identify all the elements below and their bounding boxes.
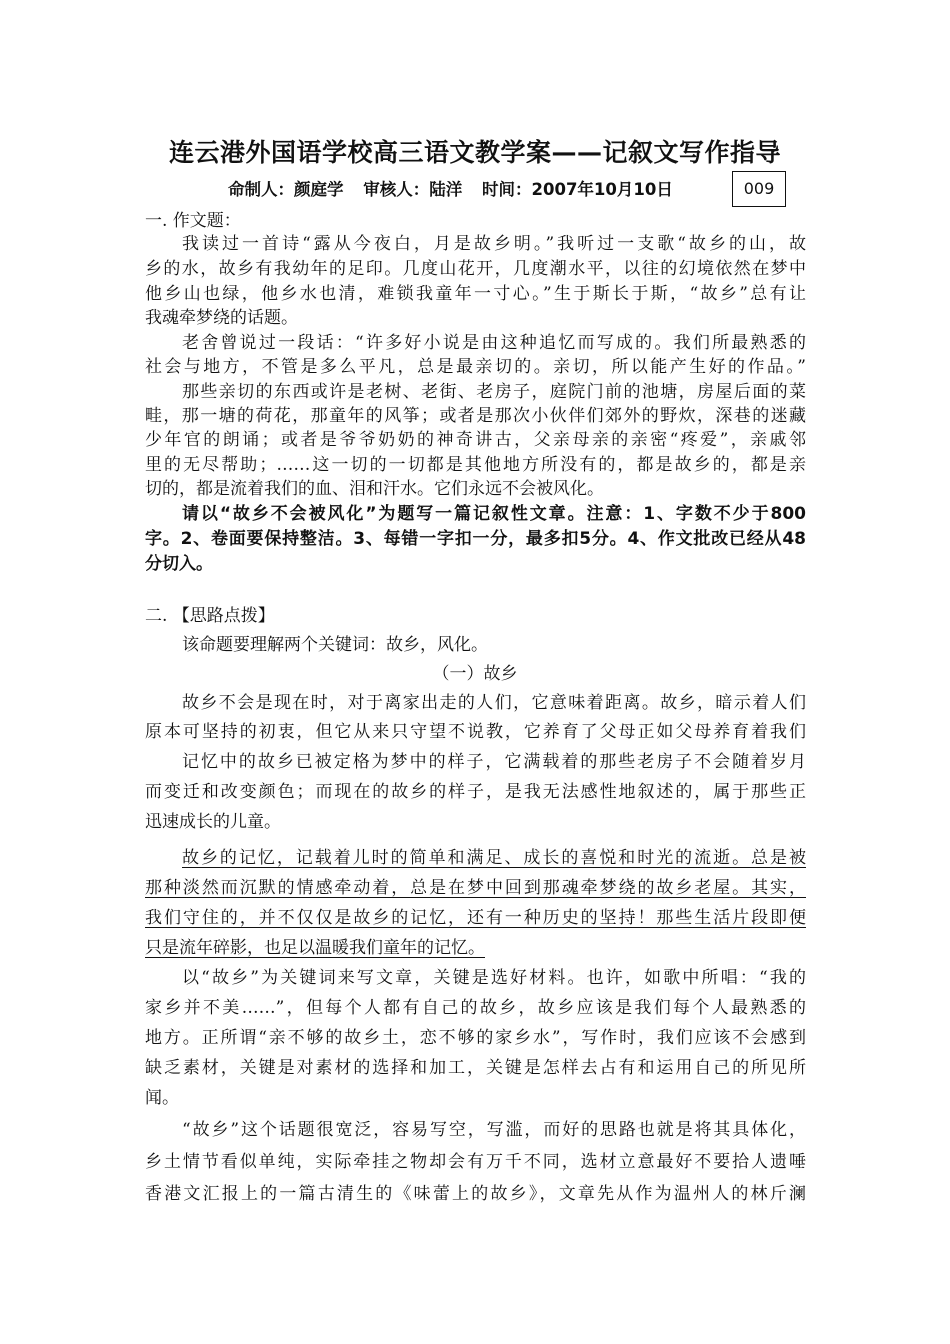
paragraph-line: 里的无尽帮助；……这一切的一切都是其他地方所没有的，都是故乡的，都是亲 [145,455,806,475]
paragraph-line: 乡土情节看似单纯，实际牵挂之物却会有万千不同，选材立意最好不要拾人遗唾 [145,1152,806,1172]
paragraph-line: 那些亲切的东西或许是老树、老街、老房子，庭院门前的池塘，房屋后面的菜 [182,382,806,402]
section-1-heading: 一. 作文题： [145,211,241,231]
author: 命制人：颜庭学 [228,180,344,199]
underlined-line: 故乡的记忆，记载着儿时的简单和满足、成长的喜悦和时光的流逝。总是被 [182,848,806,868]
paragraph-line: 老舍曾说过一段话：“许多好小说是由这种追忆而写成的。我们所最熟悉的 [182,333,806,353]
underlined-line: 我们守住的，并不仅仅是故乡的记忆，还有一种历史的坚持！那些生活片段即便 [145,908,806,928]
paragraph-line: 原本可坚持的初衷，但它从来只守望不说教，它养育了父母正如父母养育着我们 [145,722,806,742]
document-meta [228,176,687,200]
paragraph-line: 我读过一首诗“露从今夜白，月是故乡明。”我听过一支歌“故乡的山，故 [182,234,806,254]
underlined-line: 只是流年碎影，也足以温暖我们童年的记忆。 [145,938,485,958]
paragraph-line: 以“故乡”为关键词来写文章，关键是选好材料。也许，如歌中所唱：“我的 [182,968,806,988]
paragraph-line: 记忆中的故乡已被定格为梦中的样子，它满载着的那些老房子不会随着岁月 [182,752,806,772]
paragraph-line: 切的，都是流着我们的血、泪和汗水。它们永远不会被风化。 [145,479,604,499]
paragraph-line: 缺乏素材，关键是对素材的选择和加工，关键是怎样去占有和运用自己的所见所 [145,1058,806,1078]
paragraph-line: 地方。正所谓“亲不够的故乡土，恋不够的家乡水”，写作时，我们应该不会感到 [145,1028,806,1048]
paragraph-line: 迅速成长的儿童。 [145,812,281,832]
paragraph-line: 香港文汇报上的一篇古清生的《味蕾上的故乡》，文章先从作为温州人的林斤澜 [145,1184,806,1204]
reviewer: 审核人：陆洋 [363,180,463,199]
paragraph-line: 闻。 [145,1088,179,1108]
date: 时间：2007年10月10日 [482,180,673,199]
section-2-heading: 二. 【思路点拨】 [145,606,275,626]
underlined-line: 那种淡然而沉默的情感牵动着，总是在梦中回到那魂牵梦绕的故乡老屋。其实， [145,878,806,898]
paragraph-line: 社会与地方，不管是多么平凡，总是最亲切的。亲切，所以能产生好的作品。” [145,357,806,377]
assignment-line: 请以“故乡不会被风化”为题写一篇记叙性文章。注意：1、字数不少于800 [182,504,806,524]
paragraph-line: 故乡不会是现在时，对于离家出走的人们，它意味着距离。故乡，暗示着人们 [182,693,806,713]
paragraph-line: 乡的水，故乡有我幼年的足印。几度山花开，几度潮水平，以往的幻境依然在梦中 [145,259,806,279]
subheading-guxiang: （一）故乡 [432,664,518,684]
paragraph-line: “故乡”这个话题很宽泛，容易写空，写滥，而好的思路也就是将其具体化， [182,1120,806,1140]
paragraph-line: 少年官的朗诵；或者是爷爷奶奶的神奇讲古，父亲母亲的亲密“疼爱”，亲戚邻 [145,430,806,450]
paragraph-line: 而变迁和改变颜色；而现在的故乡的样子，是我无法感性地叙述的，属于那些正 [145,782,806,802]
assignment-line: 分切入。 [145,554,213,574]
paragraph-line: 他乡山也绿，他乡水也清，难锁我童年一寸心。”生于斯长于斯，“故乡”总有让 [145,284,806,304]
paragraph-line: 家乡并不美……”，但每个人都有自己的故乡，故乡应该是我们每个人最熟悉的 [145,998,806,1018]
paragraph-line: 畦，那一塘的荷花，那童年的风筝；或者是那次小伙伴们郊外的野炊，深巷的迷藏 [145,406,806,426]
document-title: 连云港外国语学校高三语文教学案——记叙文写作指导 [168,138,781,167]
document-code-box: 009 [732,171,786,207]
assignment-line: 字。2、卷面要保持整洁。3、每错一字扣一分，最多扣5分。4、作文批改已经从48 [145,529,806,549]
section-2-intro: 该命题要理解两个关键词：故乡，风化。 [182,635,488,655]
paragraph-line: 我魂牵梦绕的话题。 [145,308,298,328]
